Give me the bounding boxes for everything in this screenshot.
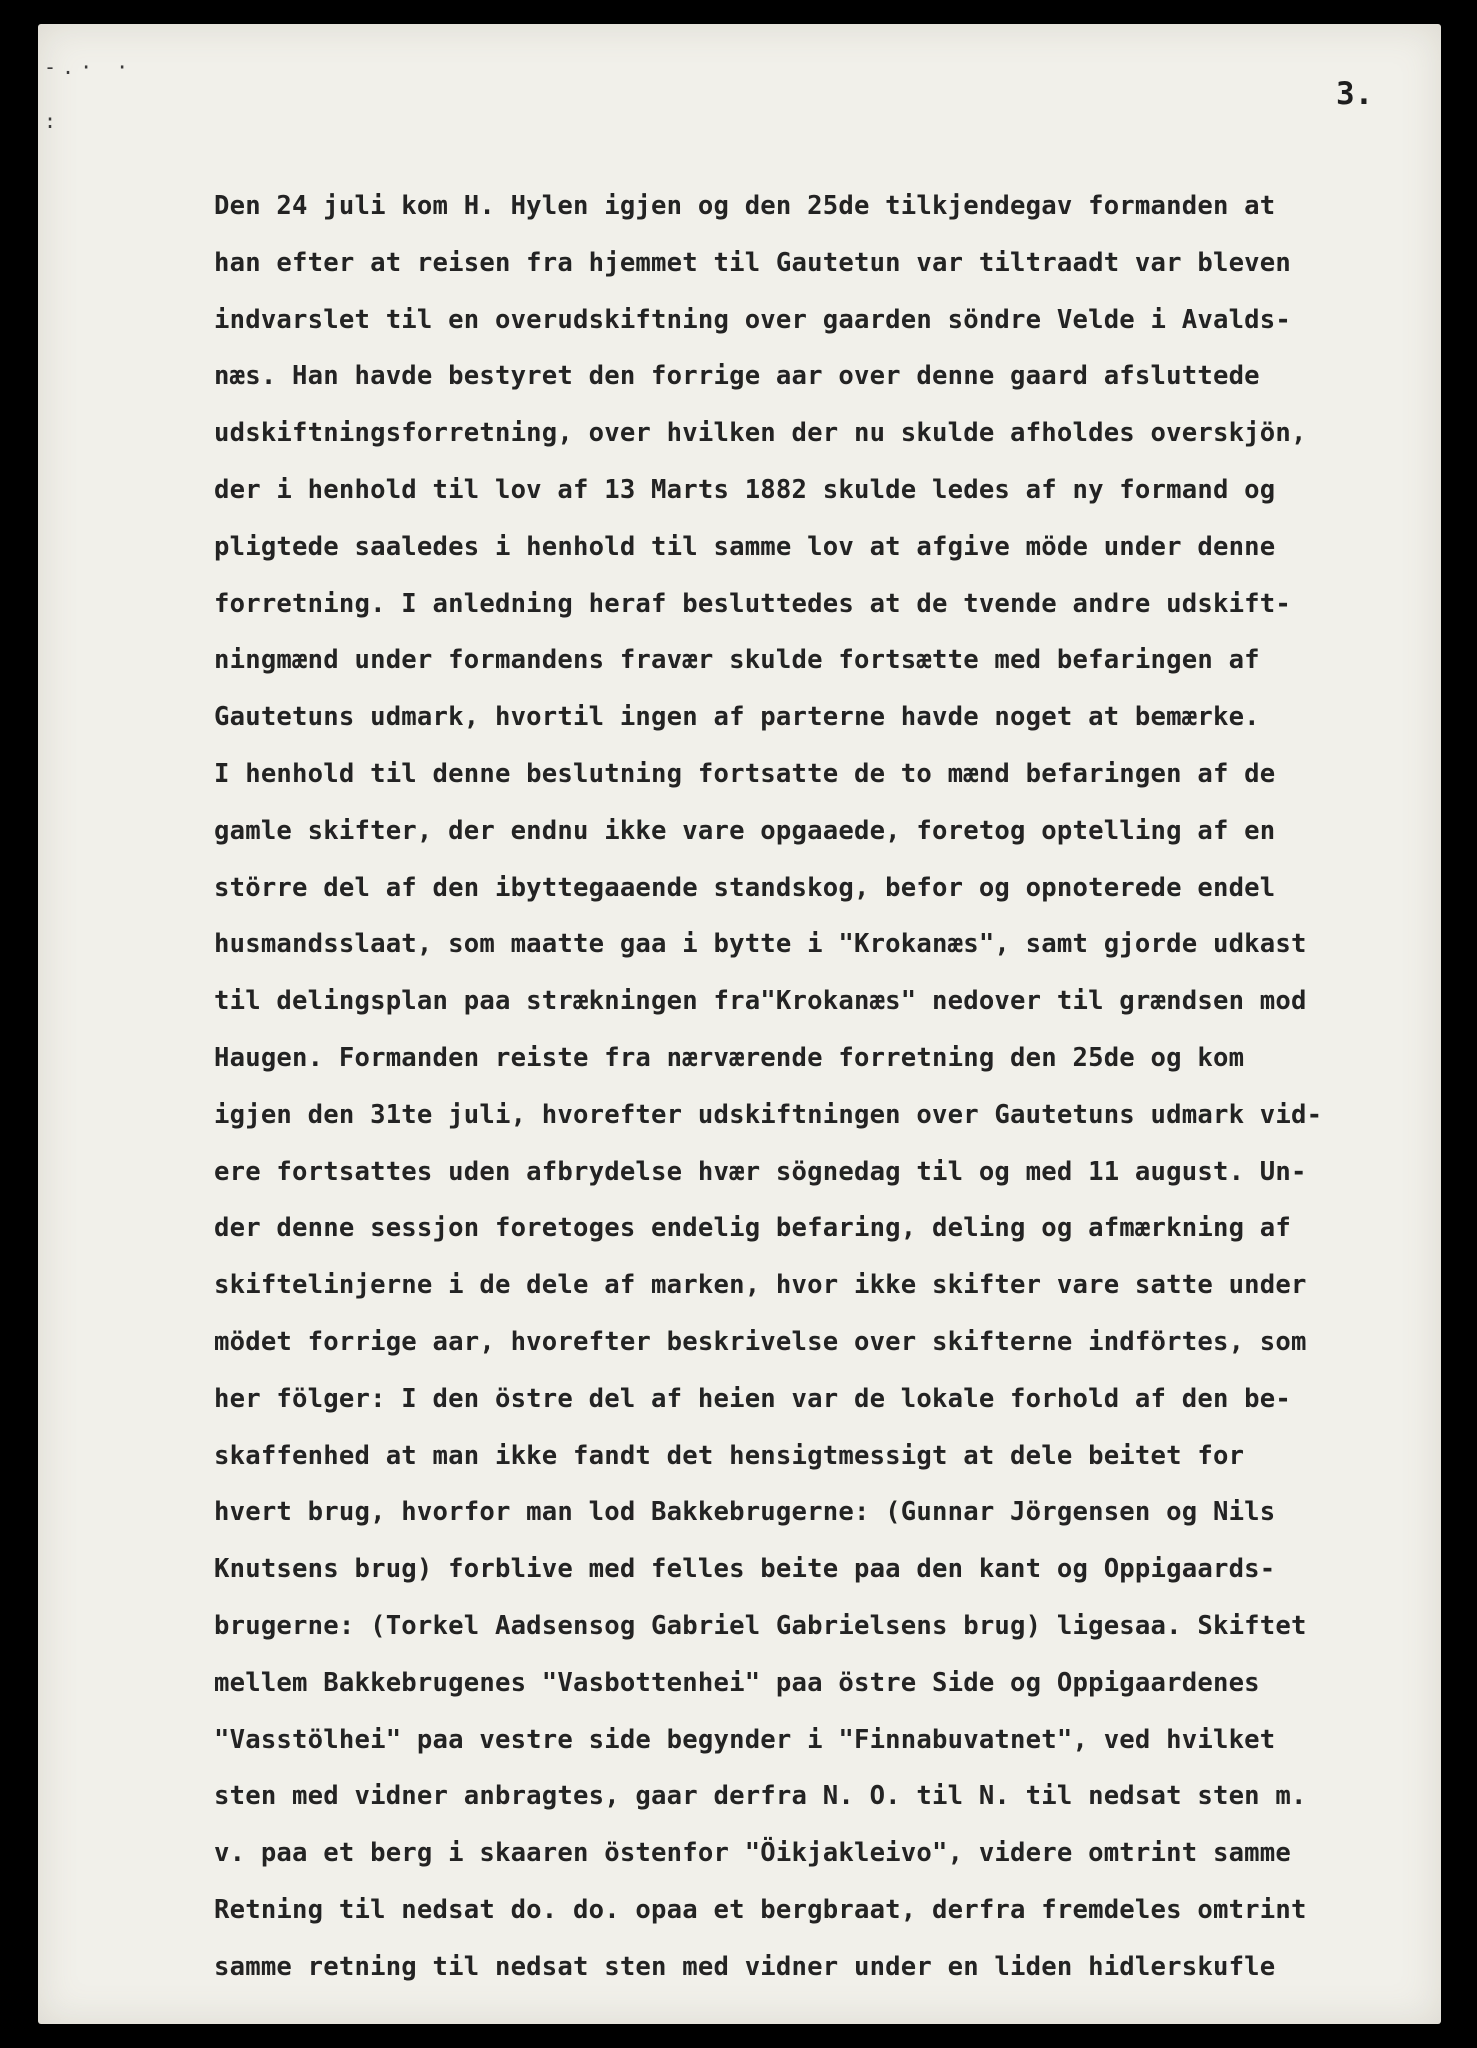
text-line: forretning. I anledning heraf besluttedes at de tvende andre udskift- bbox=[214, 588, 1292, 619]
text-line: her fölger: I den östre del af heien var de lokale forhold af den be- bbox=[214, 1383, 1292, 1414]
page-number: 3. bbox=[1336, 76, 1374, 112]
text-line: til delingsplan paa strækningen fra"Krokanæs" nedover til grændsen mod bbox=[214, 986, 1307, 1017]
text-line: större del af den ibyttegaaende standskog, befor og opnoterede endel bbox=[214, 872, 1276, 903]
text-line: samme retning til nedsat sten med vidner under en liden hidlerskufle bbox=[214, 1951, 1276, 1982]
corner-marks: -.· · : bbox=[44, 55, 135, 133]
text-line: mellem Bakkebrugenes "Vasbottenhei" paa östre Side og Oppigaardenes bbox=[214, 1667, 1260, 1698]
text-line: gamle skifter, der endnu ikke vare opgaaede, foretog optelling af en bbox=[214, 815, 1276, 846]
text-line: husmandsslaat, som maatte gaa i bytte i "Krokanæs", samt gjorde udkast bbox=[214, 929, 1307, 960]
text-line: Den 24 juli kom H. Hylen igjen og den 25de tilkjendegav formanden at bbox=[214, 191, 1276, 221]
text-line: næs. Han havde bestyret den forrige aar over denne gaard afsluttede bbox=[214, 361, 1260, 392]
text-line: mödet forrige aar, hvorefter beskrivelse over skifterne indförtes, som bbox=[214, 1326, 1307, 1357]
text-line: v. paa et berg i skaaren östenfor "Öikjakleivo", videre omtrint samme bbox=[214, 1838, 1292, 1869]
text-line: "Vasstölhei" paa vestre side begynder i "Finnabuvatnet", ved hvilket bbox=[214, 1724, 1276, 1755]
text-line: pligtede saaledes i henhold til samme lov at afgive möde under denne bbox=[214, 531, 1276, 562]
text-line: Haugen. Formanden reiste fra nærværende forretning den 25de og kom bbox=[214, 1042, 1245, 1073]
text-line: igjen den 31te juli, hvorefter udskiftningen over Gautetuns udmark vid- bbox=[214, 1099, 1323, 1130]
text-line: Retning til nedsat do. do. opaa et bergbraat, derfra fremdeles omtrint bbox=[214, 1894, 1307, 1925]
text-line: skaffenhed at man ikke fandt det hensigtmessigt at dele beitet for bbox=[214, 1440, 1245, 1471]
text-line: indvarslet til en overudskiftning over gaarden söndre Velde i Avalds- bbox=[214, 304, 1292, 335]
text-line: Knutsens brug) forblive med felles beite paa den kant og Oppigaards- bbox=[214, 1554, 1276, 1585]
text-line: brugerne: (Torkel Aadsensog Gabriel Gabrielsens brug) ligesaa. Skiftet bbox=[214, 1610, 1307, 1641]
text-line: skiftelinjerne i de dele af marken, hvor ikke skifter vare satte under bbox=[214, 1270, 1307, 1301]
text-line: hvert brug, hvorfor man lod Bakkebrugerne: (Gunnar Jörgensen og Nils bbox=[214, 1497, 1276, 1528]
text-line: ere fortsattes uden afbrydelse hvær sögnedag til og med 11 august. Un- bbox=[214, 1156, 1307, 1187]
text-line: ningmænd under formandens fravær skulde fortsætte med befaringen af bbox=[214, 645, 1260, 676]
text-line: udskiftningsforretning, over hvilken der nu skulde afholdes overskjön, bbox=[214, 418, 1307, 449]
text-line: sten med vidner anbragtes, gaar derfra N. O. til N. til nedsat sten m. bbox=[214, 1781, 1307, 1812]
text-line: Gautetuns udmark, hvortil ingen af parterne havde noget at bemærke. bbox=[214, 702, 1260, 733]
typed-text-body bbox=[214, 178, 1374, 1996]
text-line: I henhold til denne beslutning fortsatte de to mænd befaringen af de bbox=[214, 758, 1276, 789]
text-line: der i henhold til lov af 13 Marts 1882 skulde ledes af ny formand og bbox=[214, 474, 1276, 505]
text-line: han efter at reisen fra hjemmet til Gautetun var tiltraadt var bleven bbox=[214, 247, 1292, 278]
text-line: der denne sessjon foretoges endelig befaring, deling og afmærkning af bbox=[214, 1213, 1292, 1244]
